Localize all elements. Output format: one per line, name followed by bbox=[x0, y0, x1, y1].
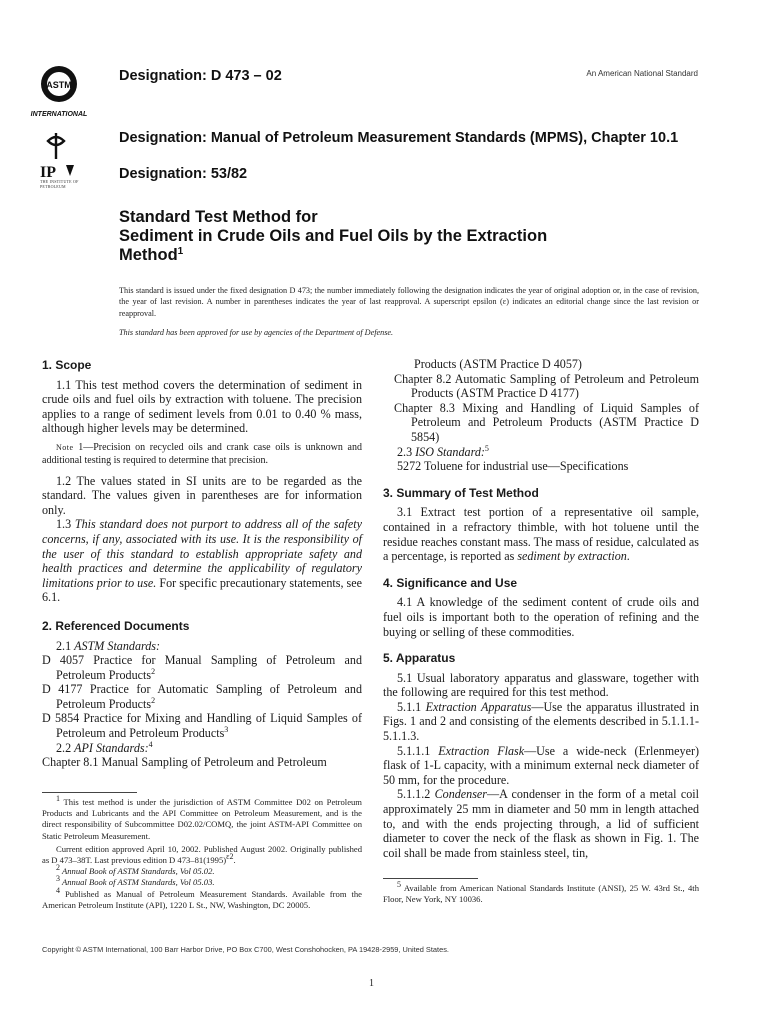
footnote-current-mark: ε2 bbox=[226, 852, 234, 862]
para-5-1-1-label: Extraction Apparatus bbox=[425, 699, 532, 714]
ref-2-1 bbox=[42, 639, 362, 654]
iso-2-3-label: ISO Standard: bbox=[415, 444, 485, 459]
footnote-2-mark: 2 bbox=[56, 863, 60, 873]
designation-d473: Designation: D 473 – 02 bbox=[119, 68, 282, 84]
footnote-rule-left bbox=[42, 792, 137, 793]
defense-notice: This standard has been approved for use by agencies of the Department of Defense. bbox=[119, 328, 394, 337]
designation-mpms: Designation: Manual of Petroleum Measurement Standards (MPMS), Chapter 10.1 bbox=[119, 130, 679, 146]
copyright-line: Copyright © ASTM International, 100 Barr Harbor Drive, PO Box C700, West Conshohocken, PA 19428-2959, United States. bbox=[42, 945, 449, 954]
referenced-documents-heading: 2. Referenced Documents bbox=[42, 618, 190, 633]
ip-logo-caption: THE INSTITUTE OF PETROLEUM bbox=[40, 179, 79, 189]
iso-2-3-num: 2.3 bbox=[397, 444, 416, 459]
para-5-1: 5.1 Usual laboratory apparatus and glassware, together with the following are required for this test method. bbox=[383, 670, 699, 700]
left-column bbox=[42, 358, 362, 770]
ref-d5854 bbox=[42, 711, 362, 740]
para-1-3-num: 1.3 bbox=[56, 517, 75, 532]
title-line-3: Method bbox=[119, 246, 178, 264]
ref-d4177-mark: 2 bbox=[151, 695, 156, 705]
ref-d4057 bbox=[42, 653, 362, 682]
footnote-current-edition bbox=[42, 844, 362, 866]
title-line-1: Standard Test Method for bbox=[119, 208, 318, 226]
para-5-1-1-text: —Use the apparatus illustrated in Figs. 1 and 2 and consisting of the elements described in 5.1.1.1-5.1.1.3. bbox=[383, 699, 699, 744]
footnote-3-text: Annual Book of ASTM Standards, Vol 05.03. bbox=[60, 877, 215, 888]
para-1-3-italic: This standard does not purport to address all of the safety concerns, if any, associated with its use. It is the responsibility of the user of this standard to establish appropriate safety and health practices and determine the applicability of regulatory limitations prior to use. bbox=[42, 517, 362, 590]
para-3-1 bbox=[383, 505, 699, 563]
scope-heading: 1. Scope bbox=[42, 358, 92, 372]
para-3-1-text: 3.1 Extract test portion of a representative oil sample, contained in a refractory thimble, with hot toluene until the residue reaches constant mass. The mass of residue, calculated as a percentage, is reported as bbox=[383, 505, 699, 564]
para-5-1-1-2 bbox=[383, 787, 699, 860]
ref-d4057-text: D 4057 Practice for Manual Sampling of Petroleum and Petroleum Products bbox=[42, 653, 362, 682]
standard-title bbox=[119, 208, 639, 265]
footnote-2-text: Annual Book of ASTM Standards, Vol 05.02. bbox=[60, 866, 215, 877]
national-standard-label: An American National Standard bbox=[586, 69, 698, 78]
footnote-current-text: Current edition approved April 10, 2002. Published August 2002. Originally published as D 473–38T. Last previous edition D 473–81(1995) bbox=[42, 843, 362, 866]
footnote-3-mark: 3 bbox=[56, 874, 60, 884]
para-5-1-1 bbox=[383, 700, 699, 744]
significance-heading: 4. Significance and Use bbox=[383, 575, 518, 590]
api-logo bbox=[44, 131, 68, 161]
para-5-1-1-2-label: Condenser bbox=[434, 787, 487, 802]
footnote-5 bbox=[383, 880, 699, 905]
iso-2-3 bbox=[383, 445, 699, 460]
astm-logo bbox=[30, 60, 109, 120]
footnote-5-mark: 5 bbox=[397, 880, 401, 890]
para-5-1-1-2-num: 5.1.1.2 bbox=[397, 787, 435, 802]
ref-2-2 bbox=[42, 741, 362, 756]
footnote-3 bbox=[42, 874, 362, 888]
ref-d4177 bbox=[42, 682, 362, 711]
astm-logo-text: ASTM bbox=[46, 80, 72, 90]
page-number: 1 bbox=[369, 978, 374, 989]
footnotes-left bbox=[42, 794, 362, 911]
footnote-4-text: Published as Manual of Petroleum Measurement Standards. Available from the American Petroleum Institute (API), 1220 L St., NW, Washington, DC 20005. bbox=[42, 888, 362, 910]
footnote-1 bbox=[42, 794, 362, 842]
title-line-2: Sediment in Crude Oils and Fuel Oils by the Extraction bbox=[119, 227, 548, 245]
footnote-4 bbox=[42, 885, 362, 911]
designation-notice: This standard is issued under the fixed designation D 473; the number immediately following the designation indicates the year of original adoption or, in the case of revision, the year of last revision. A number in parentheses indicates the year of last reapproval. A superscript epsilon (ε) indicates an editorial change since the last revision or reapproval. bbox=[119, 286, 699, 318]
para-5-1-1-num: 5.1.1 bbox=[397, 699, 426, 714]
ref-2-2-num: 2.2 bbox=[56, 740, 75, 755]
ref-d4177-text: D 4177 Practice for Automatic Sampling of Petroleum and Petroleum Products bbox=[42, 682, 362, 711]
astm-logo-subtext: INTERNATIONAL bbox=[30, 111, 88, 118]
ref-d4057-mark: 2 bbox=[151, 666, 156, 676]
ref-d5854-mark: 3 bbox=[224, 725, 229, 735]
chapter-8-1-continued: Products (ASTM Practice D 4057) bbox=[414, 357, 582, 371]
footnote-rule-right bbox=[383, 878, 478, 879]
chapter-8-2: Chapter 8.2 Automatic Sampling of Petroleum and Petroleum Products (ASTM Practice D 4177) bbox=[394, 371, 699, 401]
note-label: Note bbox=[56, 442, 74, 452]
para-3-1-end: . bbox=[626, 549, 630, 564]
ref-2-2-mark: 4 bbox=[148, 739, 153, 749]
para-3-1-italic: sediment by extraction bbox=[517, 549, 627, 564]
chapter-8-3: Chapter 8.3 Mixing and Handling of Liquid Samples of Petroleum and Petroleum Products (ASTM Practice D 5854) bbox=[394, 400, 699, 444]
para-5-1-1-1 bbox=[383, 744, 699, 788]
summary-heading: 3. Summary of Test Method bbox=[383, 485, 539, 500]
footnote-2 bbox=[42, 863, 362, 877]
title-footnote-mark: 1 bbox=[177, 246, 184, 257]
para-1-3 bbox=[42, 517, 362, 605]
para-5-1-1-1-text: —Use a wide-neck (Erlenmeyer) flask of 1-L capacity, with a minimum external neck diameter of 50 mm, for the procedure. bbox=[383, 743, 699, 787]
para-5-1-1-2-text: —A condenser in the form of a metal coil approximately 25 mm in diameter and 50 mm in length attached to, and with the ends projecting through, a lid of sufficient diameter to cover the neck of the flask as shown in Fig. 1. The coil shall be made from stainless steel, tin, bbox=[383, 787, 699, 860]
ref-2-1-num: 2.1 bbox=[56, 638, 75, 653]
ref-d5854-text: D 5854 Practice for Mixing and Handling of Liquid Samples of Petroleum and Petroleum Products bbox=[42, 711, 362, 741]
para-5-1-1-1-label: Extraction Flask bbox=[438, 743, 525, 758]
designation-ip: Designation: 53/82 bbox=[119, 166, 248, 182]
footnote-4-mark: 4 bbox=[56, 885, 60, 895]
note-1 bbox=[42, 441, 362, 468]
para-1-3-tail: For specific precautionary statements, see 6.1. bbox=[42, 575, 362, 605]
note-text: 1—Precision on recycled oils and crank case oils is unknown and additional testing is required to determine that precision. bbox=[42, 441, 362, 467]
ref-2-2-label: API Standards: bbox=[74, 740, 149, 755]
iso-5272: 5272 Toluene for industrial use—Specifications bbox=[397, 459, 629, 474]
iso-2-3-mark: 5 bbox=[484, 443, 489, 453]
right-column bbox=[383, 357, 699, 860]
ref-2-1-label: ASTM Standards: bbox=[74, 638, 161, 653]
footnote-1-text: This test method is under the jurisdiction of ASTM Committee D02 on Petroleum Products and Lubricants and the API Committee on Petroleum Measurement, and is the direct responsibility of Subcommittee D02.02/COMQ, the joint ASTM-API Committee on Static Petroleum Measurement. bbox=[42, 797, 362, 841]
para-4-1: 4.1 A knowledge of the sediment content of crude oils and fuel oils is important both to the operation of refining and the buying or selling of these commodities. bbox=[383, 595, 699, 639]
footnote-current-end: . bbox=[233, 855, 236, 866]
chapter-8-1: Chapter 8.1 Manual Sampling of Petroleum and Petroleum bbox=[42, 755, 327, 770]
para-1-2: 1.2 The values stated in SI units are to be regarded as the standard. The values given in parentheses are for information only. bbox=[42, 473, 362, 517]
para-1-1: 1.1 This test method covers the determination of sediment in crude oils and fuel oils by extraction with toluene. The precision applies to a range of sediment levels from 0.01 to 0.40 % mass, although higher levels may be determined. bbox=[42, 377, 362, 436]
ip-logo-text: IP bbox=[40, 164, 56, 181]
apparatus-heading: 5. Apparatus bbox=[383, 651, 456, 666]
footnotes-right bbox=[383, 880, 699, 905]
para-5-1-1-1-num: 5.1.1.1 bbox=[397, 743, 439, 758]
footnote-1-mark: 1 bbox=[56, 794, 60, 804]
footnote-5-text: Available from American National Standards Institute (ANSI), 25 W. 43rd St., 4th Floor, New York, NY 10036. bbox=[383, 883, 699, 905]
